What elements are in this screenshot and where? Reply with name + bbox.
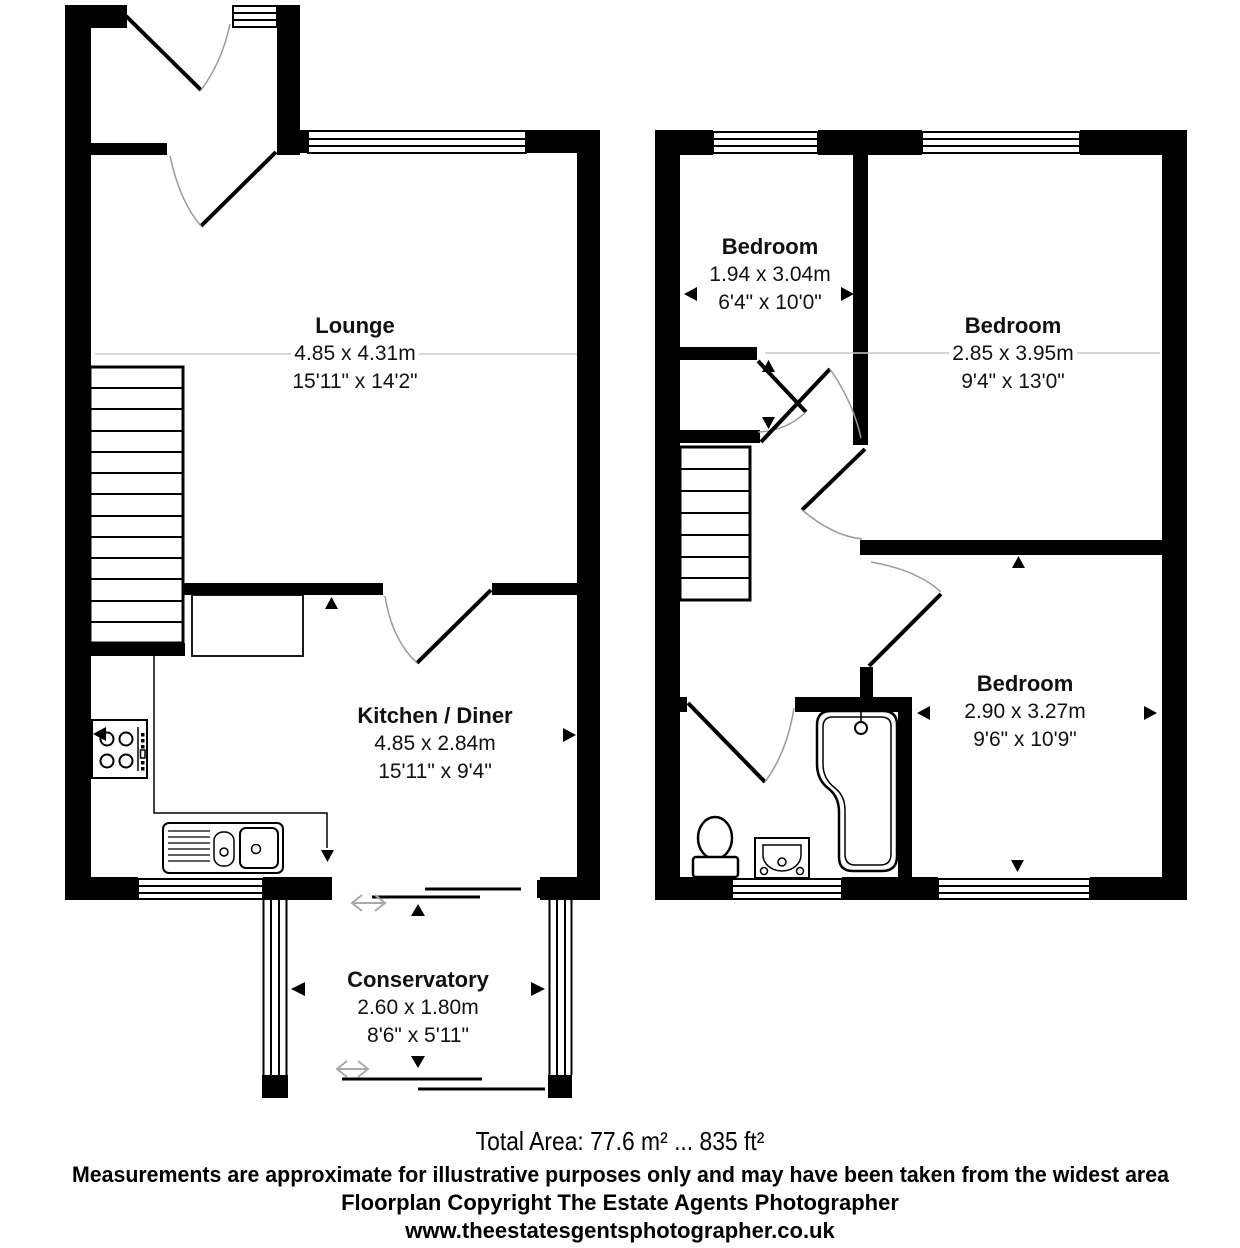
room-imperial-dims: 9'4" x 13'0" <box>853 368 1173 396</box>
disclaimer-text: Measurements are approximate for illustrative purposes only and may have been taken from the widest area <box>71 1162 1169 1187</box>
toilet <box>693 817 738 877</box>
room-name: Bedroom <box>976 671 1074 696</box>
bedroom2-window <box>922 132 1080 153</box>
kitchen-window <box>138 879 263 899</box>
front-door <box>126 16 230 90</box>
bedroom1-window <box>713 132 818 153</box>
wall-segment <box>1162 130 1187 900</box>
website-text: www.theestatesgentsphotographer.co.uk <box>405 1218 835 1243</box>
room-name: Bedroom <box>964 313 1062 338</box>
room-metric-dims: 4.85 x 2.84m <box>275 730 595 758</box>
room-metric-dims: 2.60 x 1.80m <box>258 994 578 1022</box>
room-name: Bedroom <box>721 234 819 259</box>
room-metric-dims: 1.94 x 3.04m <box>610 261 930 289</box>
entrance-inner-door <box>170 152 276 226</box>
wall-segment <box>65 877 138 900</box>
bathroom-door <box>688 703 794 782</box>
measure-arrow-up-icon <box>411 904 425 916</box>
wall-segment <box>537 880 572 898</box>
measure-arrow-down-icon <box>321 850 334 862</box>
room-name: Kitchen / Diner <box>357 703 513 728</box>
room-label-bedroom3 <box>865 670 1185 754</box>
room-metric-dims: 4.85 x 4.31m <box>195 340 515 368</box>
room-imperial-dims: 15'11" x 9'4" <box>275 758 595 786</box>
bedroom2-door <box>802 449 865 539</box>
wall-segment <box>65 5 127 28</box>
room-imperial-dims: 9'6" x 10'9" <box>865 726 1185 754</box>
measure-arrow-up-icon <box>1012 556 1025 568</box>
wall-segment <box>1090 877 1187 900</box>
ground-floor-plan <box>65 5 600 1098</box>
kitchen-door <box>385 590 491 663</box>
room-name: Lounge <box>315 313 395 338</box>
wall-segment <box>492 583 577 595</box>
room-label-conservatory <box>258 966 578 1050</box>
first-floor-stairs <box>680 447 750 600</box>
room-name: Conservatory <box>347 967 489 992</box>
sink <box>163 823 283 873</box>
wall-segment <box>548 1075 572 1098</box>
wall-segment <box>680 430 760 443</box>
patio-sliding-door <box>352 889 521 911</box>
room-label-bedroom1 <box>610 233 930 317</box>
room-metric-dims: 2.90 x 3.27m <box>865 698 1185 726</box>
room-imperial-dims: 6'4" x 10'0" <box>610 289 930 317</box>
wall-segment <box>860 540 1162 555</box>
wall-segment <box>263 877 332 900</box>
wall-segment <box>65 5 91 900</box>
wall-segment <box>262 1075 288 1098</box>
wall-segment <box>680 347 757 360</box>
room-label-bedroom2 <box>853 312 1173 396</box>
room-imperial-dims: 15'11" x 14'2" <box>195 368 515 396</box>
bathroom-window <box>732 879 842 899</box>
wall-segment <box>655 697 687 712</box>
entrance-window <box>233 6 277 27</box>
total-area-text: Total Area: 77.6 m² ... 835 ft² <box>475 1126 765 1156</box>
wall-segment <box>183 583 383 595</box>
wall-segment <box>277 130 310 153</box>
room-label-kitchen <box>275 702 595 786</box>
measure-arrow-down-icon <box>1011 860 1024 872</box>
measure-arrow-down-icon <box>411 1056 425 1068</box>
wall-segment <box>655 877 732 900</box>
room-label-lounge <box>195 312 515 396</box>
room-imperial-dims: 8'6" x 5'11" <box>258 1022 578 1050</box>
bedroom3-door <box>869 562 941 666</box>
garden-sliding-door <box>337 1061 545 1089</box>
hob <box>92 720 147 778</box>
wall-segment <box>88 643 185 656</box>
lounge-window <box>308 131 526 153</box>
bedroom3-window <box>938 879 1090 899</box>
wall-segment <box>85 143 167 155</box>
ground-stairs <box>90 367 183 643</box>
copyright-text: Floorplan Copyright The Estate Agents Photographer <box>341 1190 899 1215</box>
wall-segment <box>842 877 938 900</box>
basin <box>755 838 809 878</box>
wall-segment <box>818 130 922 155</box>
measure-arrow-up-icon <box>325 597 338 609</box>
room-metric-dims: 2.85 x 3.95m <box>853 340 1173 368</box>
slide-direction-icon <box>337 1061 368 1077</box>
